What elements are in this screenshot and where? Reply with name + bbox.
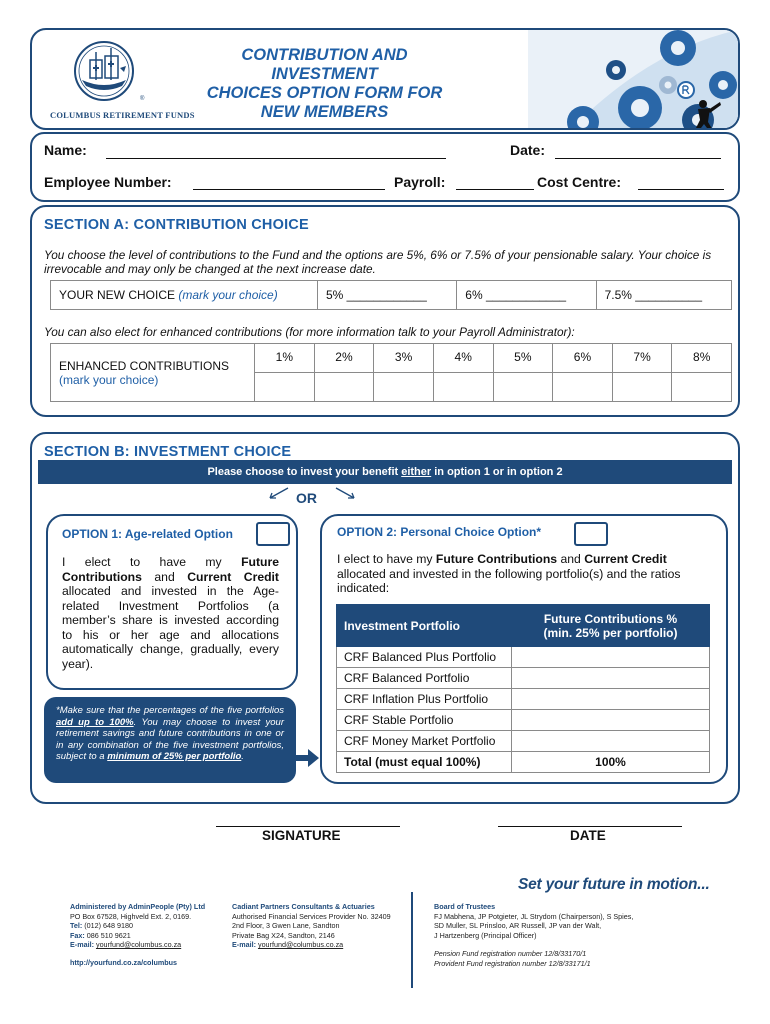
portfolio-note: *Make sure that the percentages of the five portfolios add up to 100%. You may choose to invest your retirement savings and future contributions in one or in any combination of the five investment portfolios, subject to a minimum of 25% per portfolio. — [44, 697, 296, 783]
portfolio-percent-input[interactable] — [512, 647, 710, 668]
section-a-intro: You choose the level of contributions to the Fund and the options are 5%, 6% or 7.5% of your pensionable salary. Your choice is irrevocable and may only be changed at the next increase date. — [44, 248, 712, 276]
name-label: Name: — [44, 142, 87, 158]
portfolio-name: CRF Stable Portfolio — [337, 710, 512, 731]
date-label: Date: — [510, 142, 546, 158]
portfolio-name: CRF Inflation Plus Portfolio — [337, 689, 512, 710]
arrow-right-icon — [296, 746, 320, 770]
portfolio-percent-input[interactable] — [512, 689, 710, 710]
administrator-info: Administered by AdminPeople (Pty) Ltd PO Box 67528, Highveld Ext. 2, 0169. Tel: (012) 648 9180 Fax: 086 510 9621 E-mail: yourfund@columbus.co.za — [70, 902, 206, 950]
option-2-title: OPTION 2: Personal Choice Option* — [337, 525, 542, 539]
enhanced-option-3: 3% — [374, 344, 434, 373]
registered-mark: ® — [140, 96, 145, 102]
enhanced-option-1: 1% — [255, 344, 315, 373]
option-2-text: I elect to have my Future Contributions and Current Credit allocated and invested in the following portfolio(s) and the ratios indicated: — [337, 552, 681, 595]
portfolio-column-header: Investment Portfolio — [337, 605, 512, 647]
employee-number-label: Employee Number: — [44, 174, 172, 190]
table-row — [337, 689, 710, 710]
total-label: Total (must equal 100%) — [337, 752, 512, 773]
enhanced-contributions-table — [50, 343, 732, 402]
enhanced-mark-3[interactable] — [374, 373, 434, 402]
enhanced-hint: (mark your choice) — [59, 372, 159, 387]
enhanced-intro: You can also elect for enhanced contributions (for more information talk to your Payroll Administrator): — [44, 325, 575, 339]
enhanced-option-6: 6% — [553, 344, 613, 373]
portfolio-table-header — [337, 605, 710, 647]
contribution-choice-table — [50, 280, 732, 310]
section-a-title: SECTION A: CONTRIBUTION CHOICE — [44, 217, 309, 233]
cost-centre-label: Cost Centre: — [537, 174, 622, 190]
choice-6-percent[interactable]: 6% ____________ — [457, 281, 596, 310]
table-row — [337, 731, 710, 752]
choice-7-5-percent[interactable]: 7.5% __________ — [596, 281, 731, 310]
section-a-panel — [30, 205, 740, 417]
consultants-email-link[interactable]: yourfund@columbus.co.za — [257, 940, 344, 950]
date-field[interactable] — [555, 158, 721, 159]
signature-date-field[interactable] — [498, 826, 682, 827]
company-name: COLUMBUS RETIREMENT FUNDS — [50, 110, 195, 120]
enhanced-mark-6[interactable] — [553, 373, 613, 402]
portfolio-percent-input[interactable] — [512, 731, 710, 752]
employee-number-field[interactable] — [193, 189, 385, 190]
enhanced-option-2: 2% — [314, 344, 374, 373]
or-divider: OR — [296, 490, 317, 506]
footer-divider — [411, 892, 413, 988]
contributions-column-header: Future Contributions % (min. 25% per portfolio) — [512, 605, 710, 647]
choice-5-percent[interactable]: 5% ____________ — [318, 281, 457, 310]
total-value: 100% — [512, 752, 710, 773]
enhanced-mark-7[interactable] — [612, 373, 672, 402]
board-info: Board of Trustees FJ Mabhena, JP Potgieter, JL Strydom (Chairperson), S Spies, SD Muller, SL Prinsloo, AR Russell, JP van der Walt, J Hartzenberg (Principal Officer) Pension Fund registration number 12/8/33170/1 Provident Fund registration number 12/8/33171/1 — [434, 902, 634, 968]
signature-date-label: DATE — [570, 828, 606, 843]
page-title: CONTRIBUTION AND INVESTMENT CHOICES OPTION FORM FOR NEW MEMBERS — [206, 46, 443, 121]
total-row — [337, 752, 710, 773]
enhanced-option-4: 4% — [433, 344, 493, 373]
signature-label: SIGNATURE — [262, 828, 341, 843]
portfolio-name: CRF Money Market Portfolio — [337, 731, 512, 752]
enhanced-option-5: 5% — [493, 344, 553, 373]
payroll-field[interactable] — [456, 189, 534, 190]
enhanced-mark-8[interactable] — [672, 373, 732, 402]
website-link[interactable]: http://yourfund.co.za/columbus — [70, 958, 178, 967]
portfolio-percent-input[interactable] — [512, 710, 710, 731]
option-1-checkbox[interactable] — [256, 522, 290, 546]
option-1-title: OPTION 1: Age-related Option — [62, 527, 233, 541]
table-row — [337, 710, 710, 731]
option-2-checkbox[interactable] — [574, 522, 608, 546]
choice-hint: (mark your choice) — [178, 288, 278, 302]
option-1-text: I elect to have my Future Contributions and Current Credit allocated and invested in the Age-related Investment Portfolios (a member’s share is invested according to his or her age and allocations automatically change, gradually, every year). — [62, 555, 279, 671]
enhanced-mark-5[interactable] — [493, 373, 553, 402]
enhanced-mark-2[interactable] — [314, 373, 374, 402]
enhanced-mark-1[interactable] — [255, 373, 315, 402]
admin-email-link[interactable]: yourfund@columbus.co.za — [95, 940, 182, 950]
payroll-label: Payroll: — [394, 174, 446, 190]
signature-field[interactable] — [216, 826, 400, 827]
member-details-panel — [30, 132, 740, 202]
slogan: Set your future in motion... — [518, 876, 710, 893]
choice-label: YOUR NEW CHOICE — [59, 288, 176, 302]
table-row — [337, 647, 710, 668]
name-field[interactable] — [106, 158, 446, 159]
enhanced-option-8: 8% — [672, 344, 732, 373]
enhanced-label: ENHANCED CONTRIBUTIONS — [59, 358, 230, 373]
table-row — [337, 668, 710, 689]
portfolio-name: CRF Balanced Plus Portfolio — [337, 647, 512, 668]
portfolio-percent-input[interactable] — [512, 668, 710, 689]
investment-instruction-banner: Please choose to invest your benefit either in option 1 or in option 2 — [38, 460, 732, 484]
cost-centre-field[interactable] — [638, 189, 724, 190]
section-b-title: SECTION B: INVESTMENT CHOICE — [44, 444, 292, 460]
portfolio-name: CRF Balanced Portfolio — [337, 668, 512, 689]
consultants-info: Cadiant Partners Consultants & Actuaries Authorised Financial Services Provider No. 32409 2nd Floor, 3 Gwen Lane, Sandton Private Bag X24, Sandton, 2146 E-mail: yourfund@columbus.co.za — [232, 902, 391, 950]
ship-crest-icon — [68, 40, 140, 104]
enhanced-label-cell — [51, 344, 255, 402]
gears-illustration — [528, 30, 738, 130]
portfolio-table — [336, 604, 710, 773]
choice-label-cell — [51, 281, 318, 310]
header-panel — [30, 28, 740, 130]
enhanced-option-7: 7% — [612, 344, 672, 373]
enhanced-mark-4[interactable] — [433, 373, 493, 402]
